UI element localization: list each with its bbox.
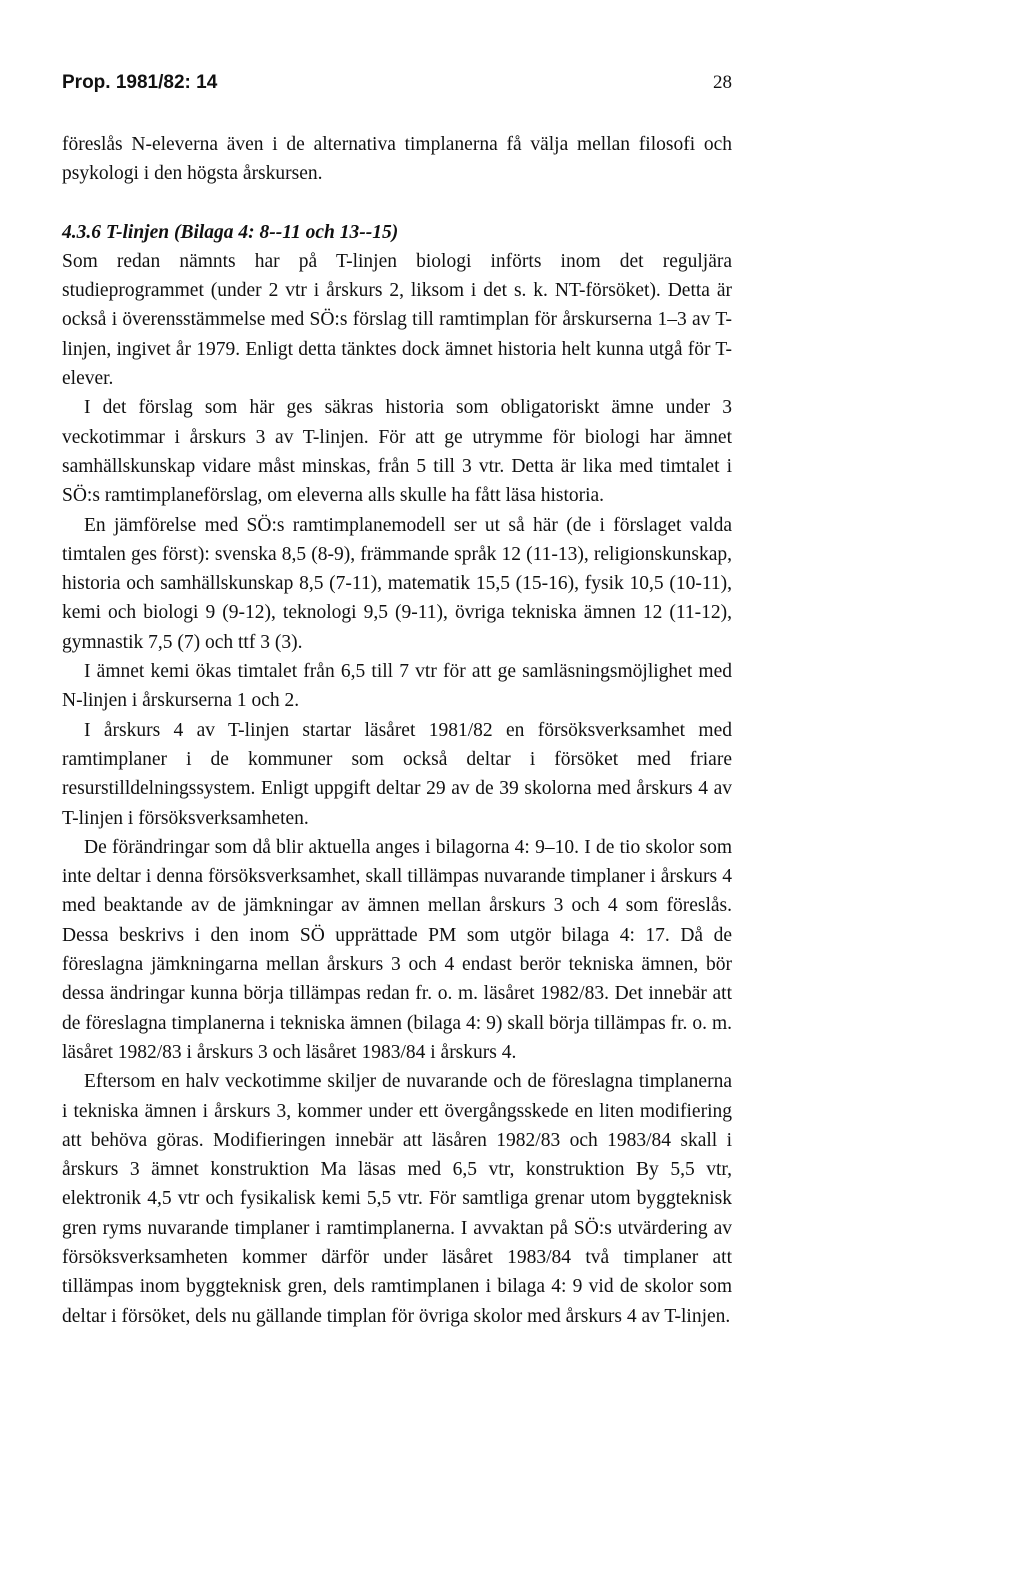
body-text — [62, 130, 732, 1331]
paragraph: I årskurs 4 av T-linjen startar läsåret 1981/82 en försöksverksamhet med ramtimplaner i de kommuner som också deltar i försöket med friare resurstilldelningssystem. Enligt uppgift deltar 29 av de 39 skolorna med årskurs 4 av T-linjen i försöksverksamheten. — [62, 719, 732, 829]
paragraph: I ämnet kemi ökas timtalet från 6,5 till 7 vtr för att ge samläsningsmöjlighet med N-linjen i årskurserna 1 och 2. — [62, 661, 732, 712]
paragraph: Eftersom en halv veckotimme skiljer de nuvarande och de föreslagna timplanerna i tekniska ämnen i årskurs 3, kommer under ett övergångsskede en liten modifiering att behöva göras. Modifieringen innebär att läsåren 1982/83 och 1983/84 skall i årskurs 3 ämnet konstruktion Ma läsas med 6,5 vtr, konstruktion By 5,5 vtr, elektronik 4,5 vtr och fysikalisk kemi 5,5 vtr. För samtliga grenar utom byggteknisk gren ryms nuvarande timplaner i ramtimplanerna. I avvaktan på SÖ:s utvärdering av försöksverksamheten kommer därför under läsåret 1983/84 två timplaner att tillämpas inom byggteknisk gren, dels ramtimplanen i bilaga 4: 9 vid de skolor som deltar i försöket, dels nu gällande timplan för övriga skolor med årskurs 4 av T-linjen. — [62, 1071, 732, 1327]
intro-paragraph: föreslås N-eleverna även i de alternativa timplanerna få välja mellan filosofi och psykologi i den högsta årskursen. — [62, 134, 732, 185]
section-heading: 4.3.6 T-linjen (Bilaga 4: 8--11 och 13--15) — [62, 221, 399, 243]
paragraph: En jämförelse med SÖ:s ramtimplanemodell ser ut så här (de i förslaget valda timtalen ges först): svenska 8,5 (8-9), främmande språk 12 (11-13), religionskunskap, historia och samhällskunskap 8,5 (7-11), matematik 15,5 (15-16), fysik 10,5 (10-11), kemi och biologi 9 (9-12), teknologi 9,5 (9-11), övriga tekniska ämnen 12 (11-12), gymnastik 7,5 (7) och ttf 3 (3). — [62, 514, 732, 653]
page-number: 28 — [713, 72, 732, 93]
paragraph: I det förslag som här ges säkras historia som obligatoriskt ämne under 3 veckotimmar i årskurs 3 av T-linjen. För att ge utrymme för biologi har ämnet samhällskunskap vidare måst minskas, från 5 till 3 vtr. Detta är lika med timtalet i SÖ:s ramtimplaneförslag, om eleverna alls skulle ha fått läsa historia. — [62, 397, 732, 507]
paragraph: Som redan nämnts har på T-linjen biologi införts inom det reguljära studieprogrammet (under 2 vtr i årskurs 2, liksom i det s. k. NT-försöket). Detta är också i överensstämmelse med SÖ:s förslag till ramtimplan för årskurserna 1–3 av T-linjen, ingivet år 1979. Enligt detta tänktes dock ämnet historia helt kunna utgå för T-elever. — [62, 250, 732, 390]
document-reference: Prop. 1981/82: 14 — [62, 72, 218, 93]
page-header — [62, 72, 732, 94]
paragraph: De förändringar som då blir aktuella anges i bilagorna 4: 9–10. I de tio skolor som inte deltar i denna försöksverksamhet, skall tillämpas nuvarande timplaner i årskurs 4 med beaktande av de jämkningar av ämnen mellan årskurs 3 och 4 som föreslås. Dessa beskrivs i den inom SÖ upprättade PM som utgör bilaga 4: 17. Då de föreslagna jämkningarna mellan årskurs 3 och 4 endast berör tekniska ämnen, bör dessa ändringar kunna börja tillämpas redan fr. o. m. läsåret 1982/83. Det innebär att de föreslagna timplanerna i tekniska ämnen (bilaga 4: 9) skall börja tillämpas fr. o. m. läsåret 1982/83 i årskurs 3 och läsåret 1983/84 i årskurs 4. — [62, 836, 732, 1063]
